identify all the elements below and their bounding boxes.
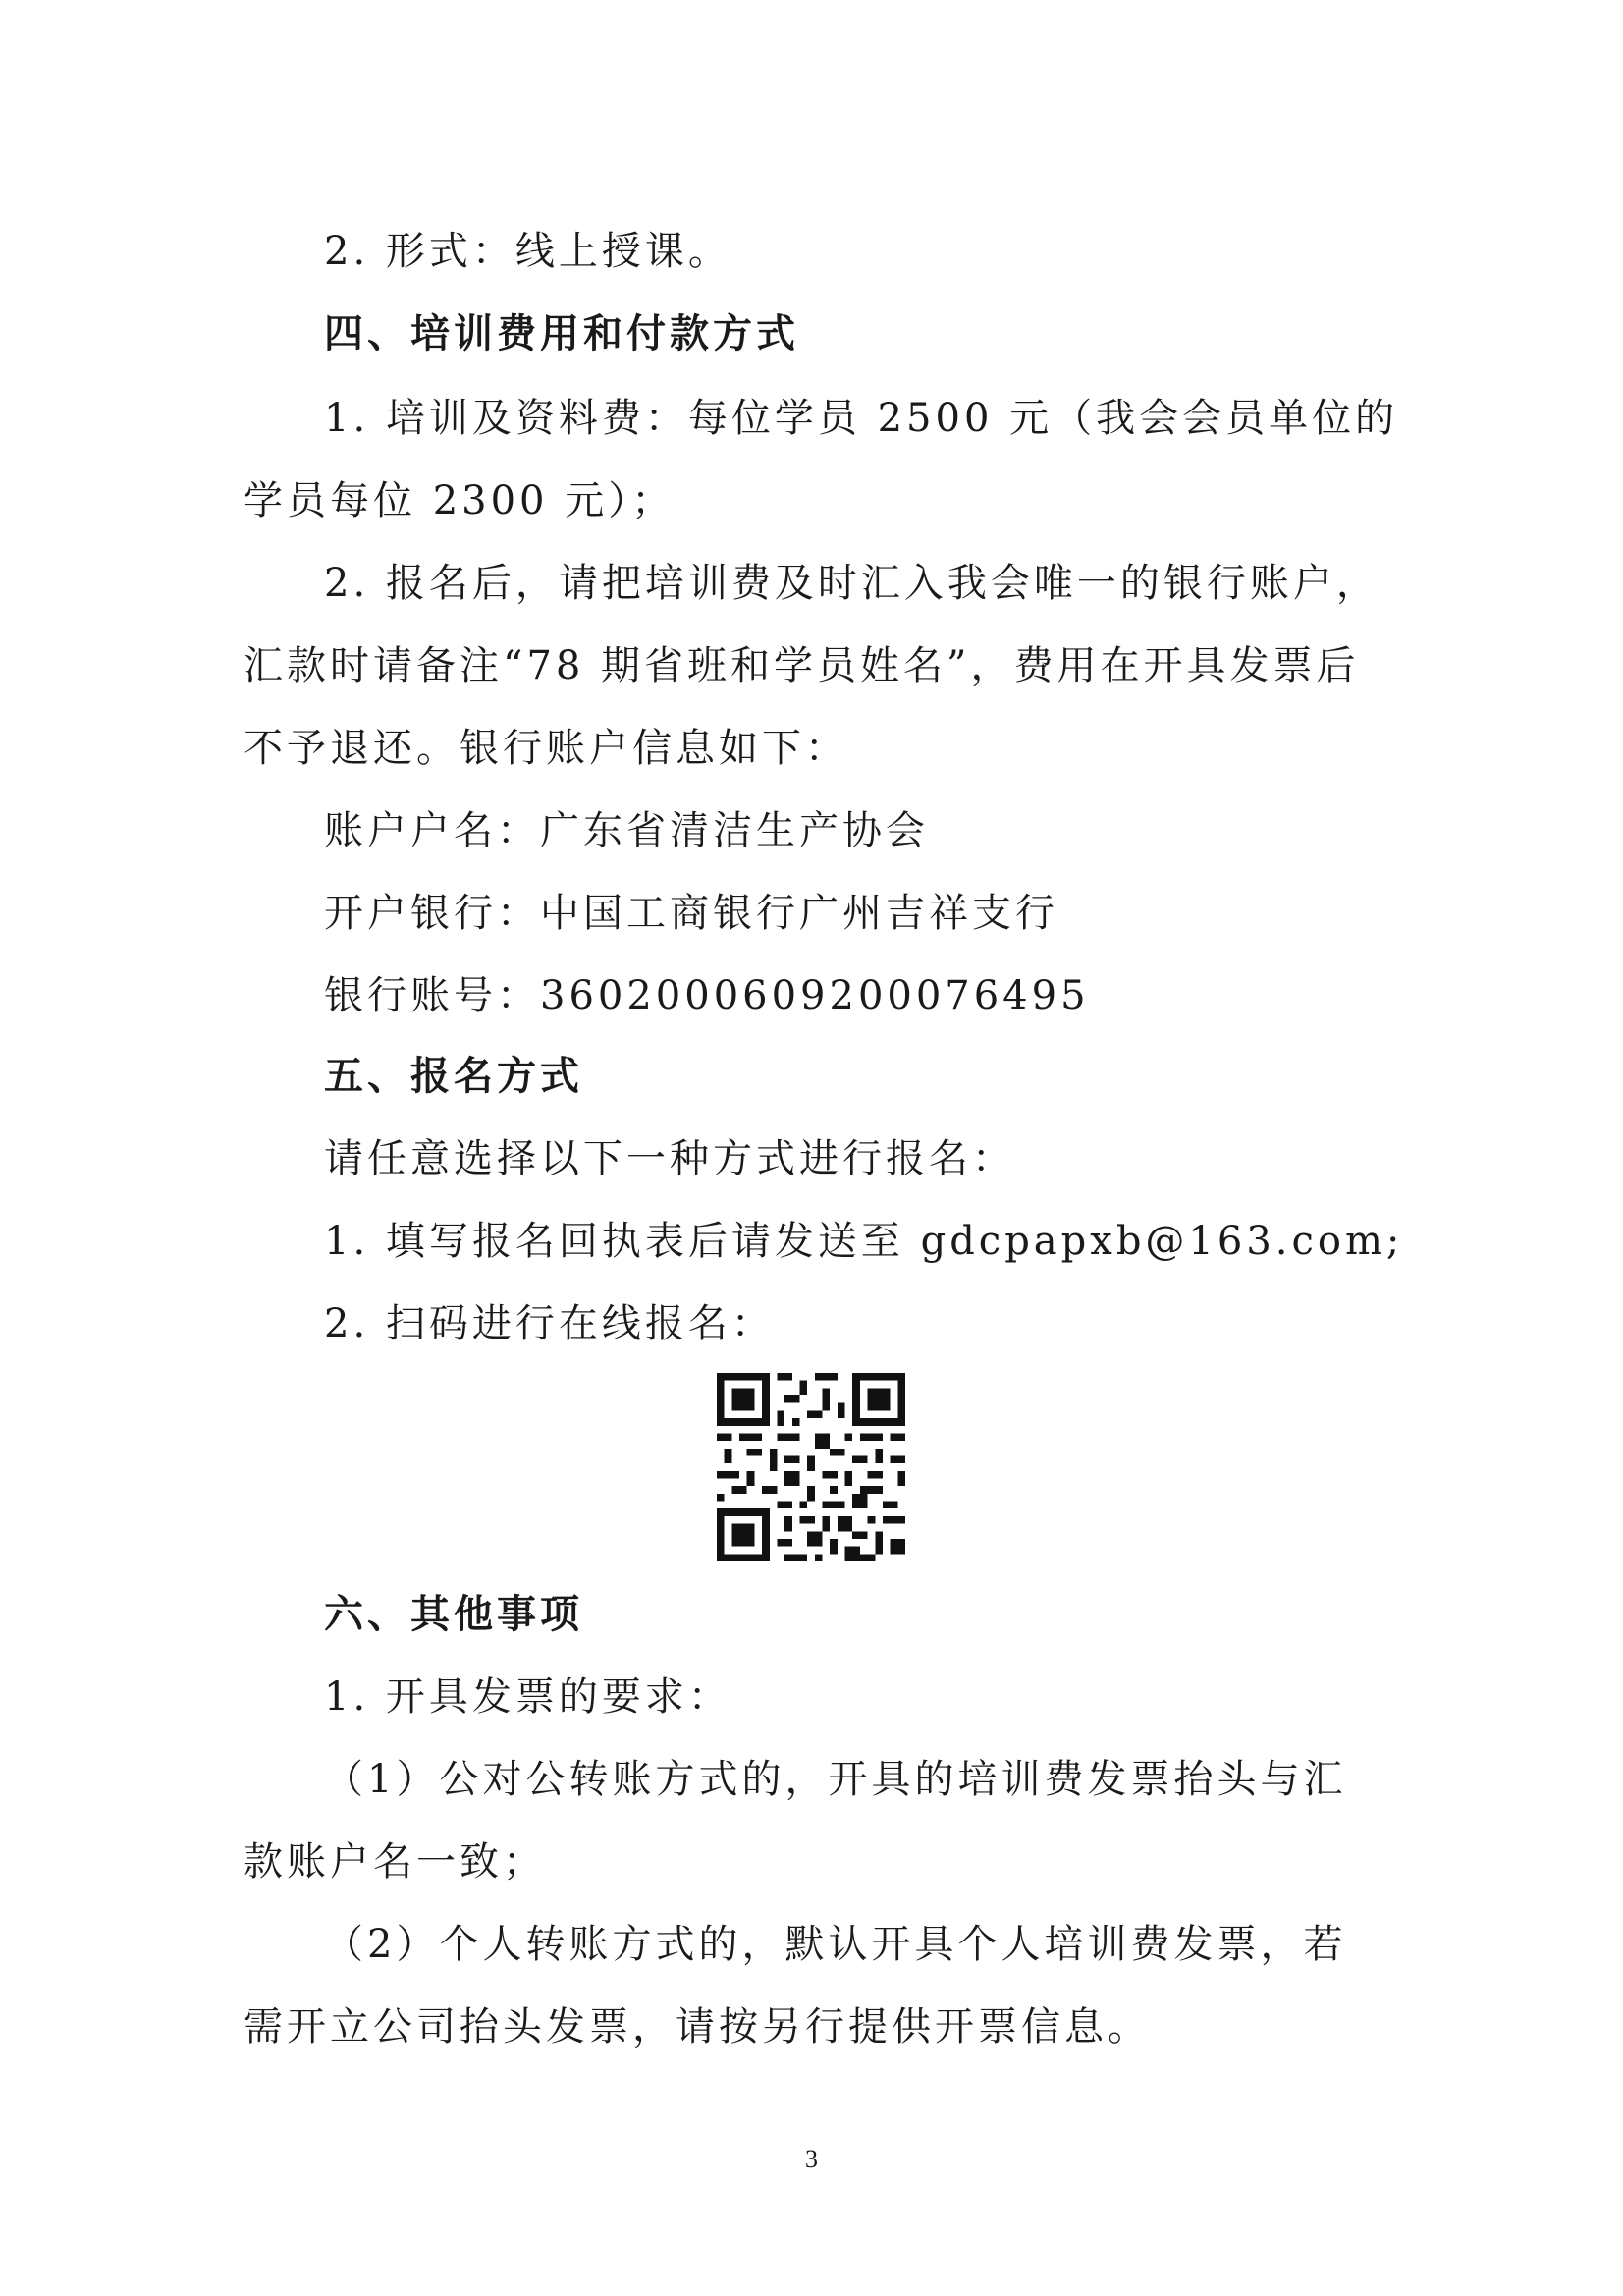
section-heading-other: 六、其他事项 — [324, 1592, 583, 1637]
paragraph-invoice-1-line1: （1）公对公转账方式的，开具的培训费发票抬头与汇 — [324, 1757, 1347, 1802]
paragraph-registration-scan: 2. 扫码进行在线报名： — [324, 1301, 775, 1346]
paragraph-payment-line1: 2. 报名后，请把培训费及时汇入我会唯一的银行账户， — [324, 561, 1380, 606]
section-heading-fees: 四、培训费用和付款方式 — [324, 311, 799, 356]
account-name: 账户户名：广东省清洁生产协会 — [324, 808, 929, 853]
paragraph-payment-line3: 不予退还。银行账户信息如下： — [243, 726, 848, 771]
paragraph-fee-line1: 1. 培训及资料费：每位学员 2500 元（我会会员单位的 — [324, 396, 1399, 441]
qr-code-icon[interactable] — [717, 1373, 905, 1561]
paragraph-invoice-2-line1: （2）个人转账方式的，默认开具个人培训费发票，若 — [324, 1922, 1347, 1967]
paragraph-registration-email: 1. 填写报名回执表后请发送至 gdcpapxb@163.com; — [324, 1219, 1404, 1264]
paragraph-invoice-1-line2: 款账户名一致； — [243, 1839, 546, 1885]
page-number: 3 — [805, 2145, 818, 2173]
paragraph-payment-line2: 汇款时请备注“78 期省班和学员姓名”，费用在开具发票后 — [243, 643, 1360, 688]
account-bank: 开户银行：中国工商银行广州吉祥支行 — [324, 891, 1058, 936]
account-number: 银行账号：3602000609200076495 — [324, 973, 1090, 1018]
paragraph-invoice-intro: 1. 开具发票的要求： — [324, 1674, 731, 1720]
paragraph-invoice-2-line2: 需开立公司抬头发票，请按另行提供开票信息。 — [243, 2004, 1151, 2050]
paragraph-fee-line2: 学员每位 2300 元）； — [243, 478, 676, 523]
paragraph-registration-intro: 请任意选择以下一种方式进行报名： — [324, 1136, 1015, 1181]
paragraph-form: 2. 形式：线上授课。 — [324, 229, 731, 274]
section-heading-registration: 五、报名方式 — [324, 1054, 583, 1099]
